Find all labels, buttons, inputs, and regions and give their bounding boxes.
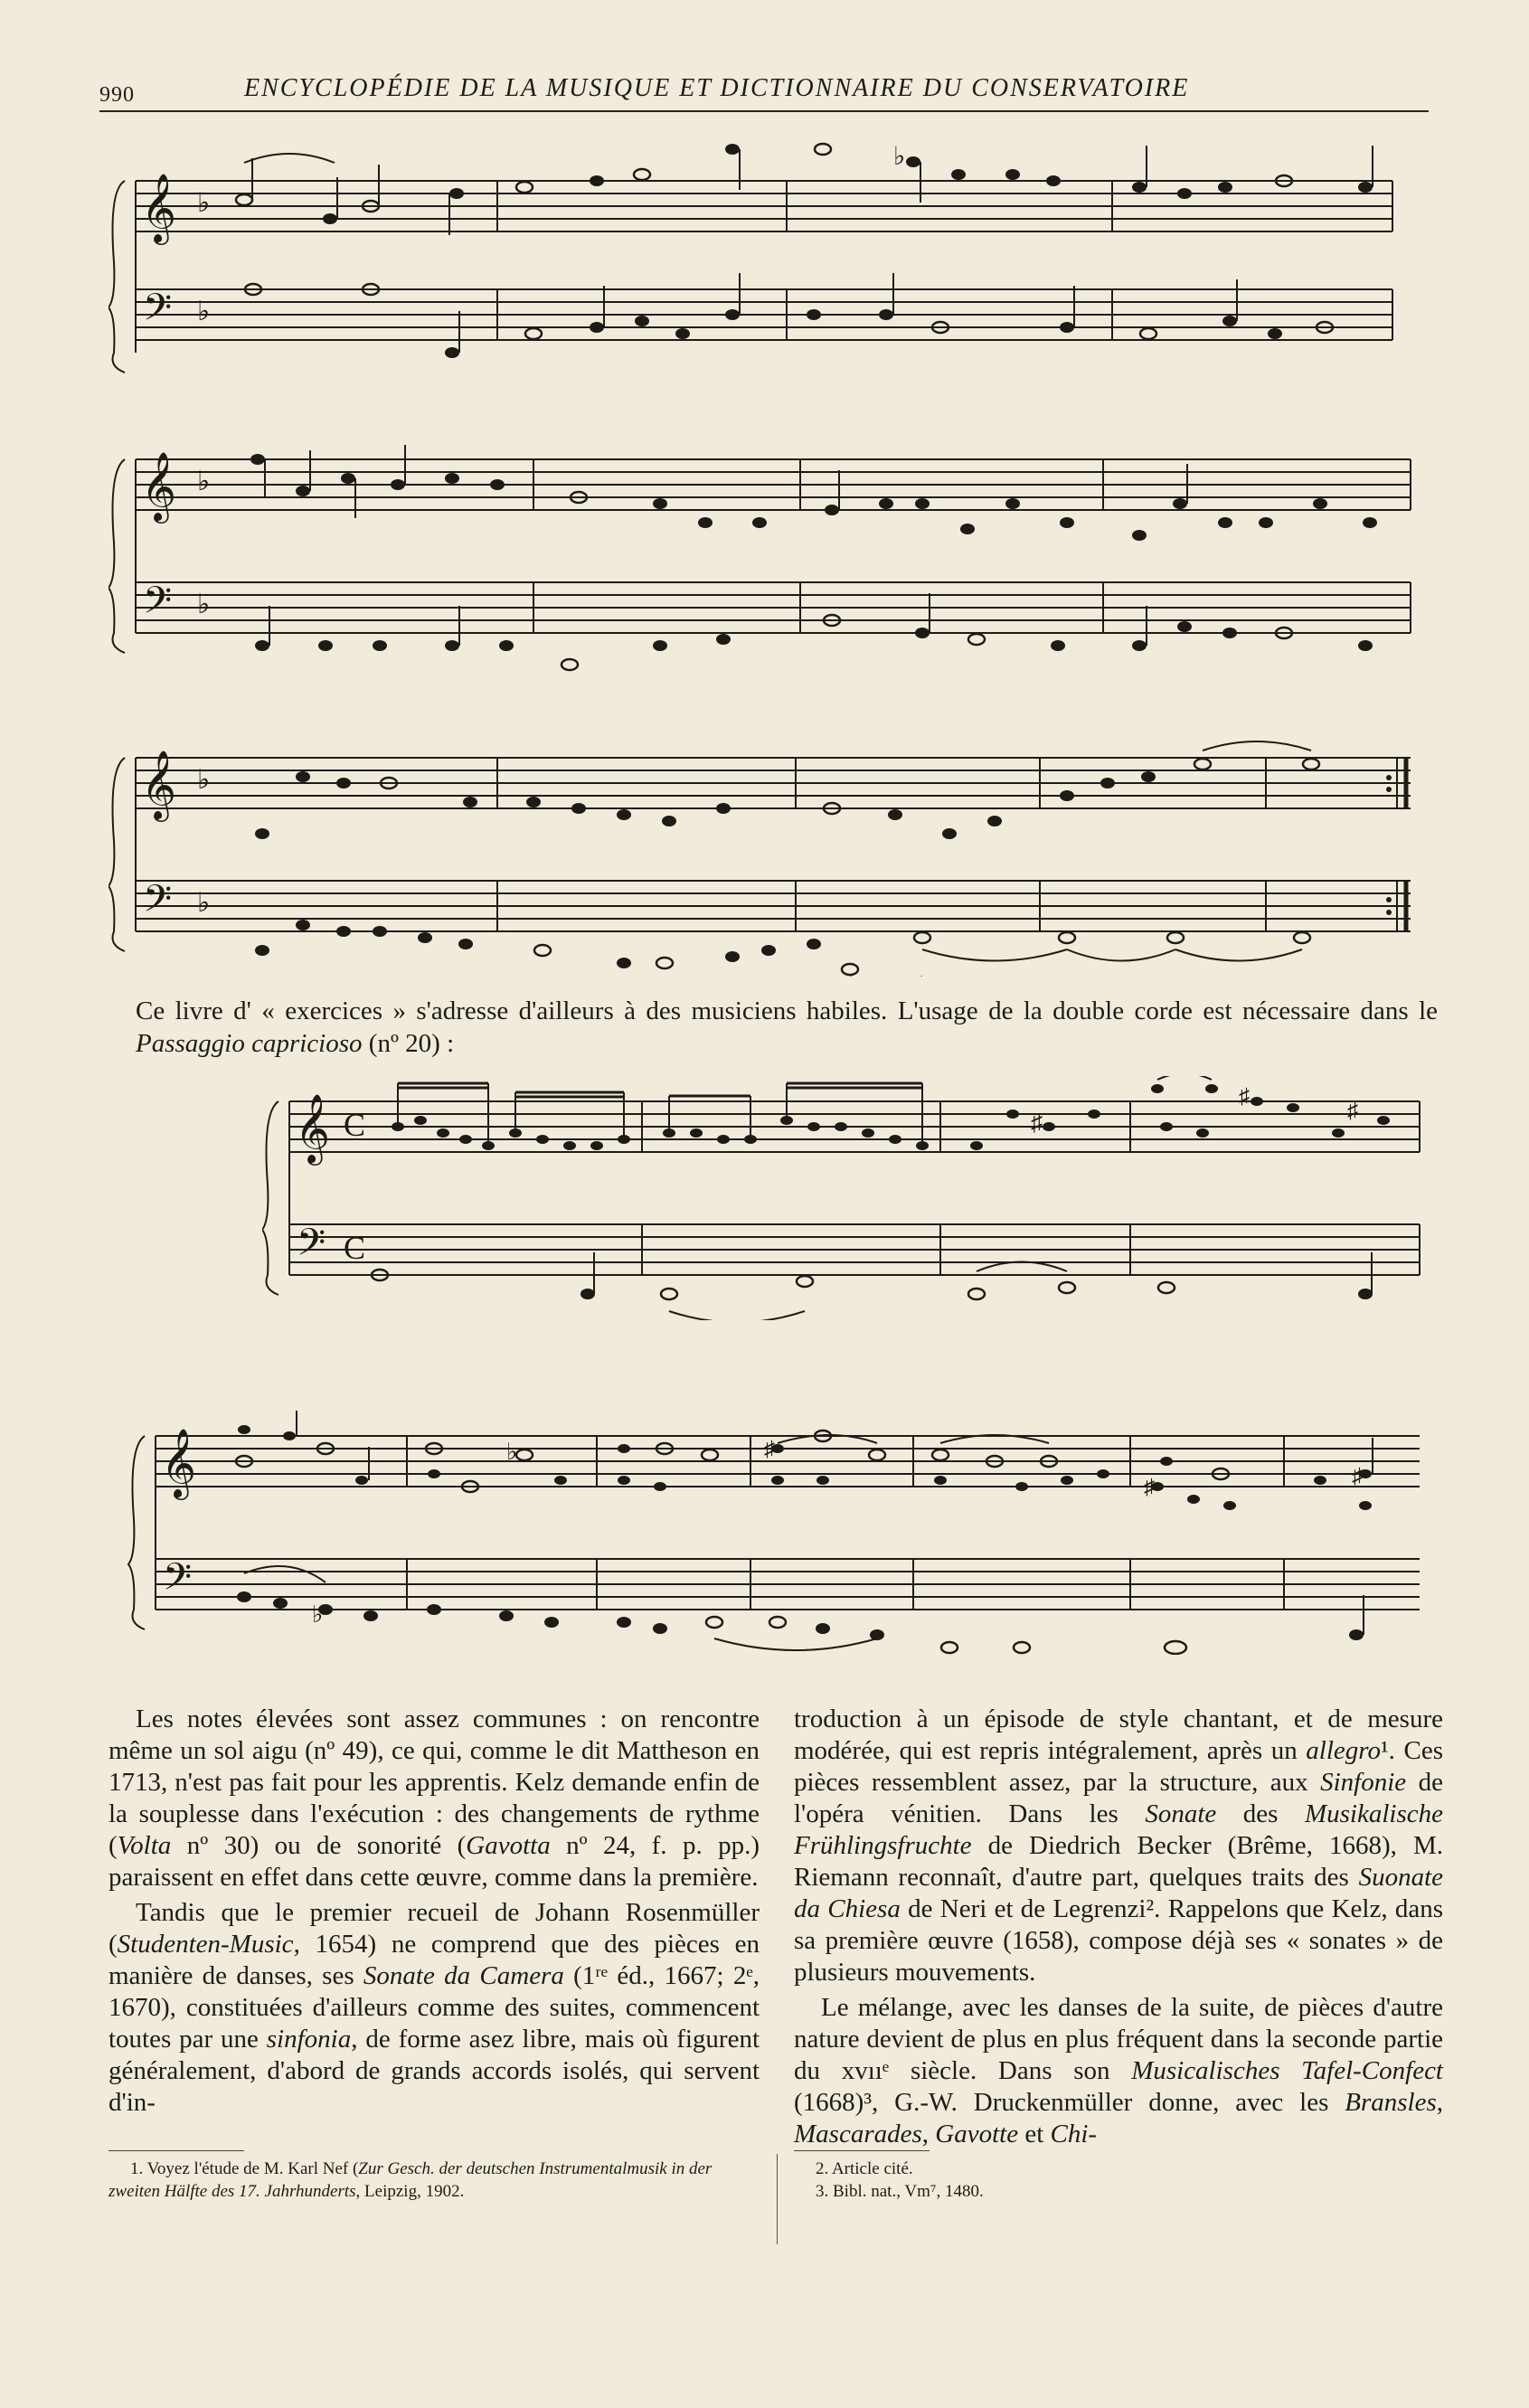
footnote-rule xyxy=(109,2150,244,2151)
notes xyxy=(250,454,1377,670)
treble-clef-icon: 𝄞 xyxy=(295,1093,331,1163)
footnote-2: 2. Article cité. xyxy=(816,2159,913,2178)
flat-icon: ♭ xyxy=(893,143,906,171)
intro-title: Passaggio capricioso xyxy=(136,1029,363,1058)
paragraph: Les notes élevées sont assez communes : on rencontre même un sol aigu (nº 49), ce qui, comme le dit Mattheson en 1713, n'est pas fait pour les apprentis. Kelz demande enfin de la souplesse dans l'exécution : des changements de rythme (Volta nº 30) ou de sonorité (Gavotta nº 24, f. p. pp.) paraissent en effet dans cette œuvre, comme dans la première. xyxy=(109,1704,760,1892)
bass-clef-icon: 𝄢 xyxy=(143,877,173,930)
right-column xyxy=(794,1704,1443,2154)
treble-staff-lines xyxy=(136,181,1392,231)
notes xyxy=(255,759,1319,975)
treble-clef-icon: 𝄞 xyxy=(141,750,177,819)
left-column xyxy=(109,1704,760,2122)
bass-clef-icon: 𝄢 xyxy=(143,286,173,338)
intro-paragraph xyxy=(136,995,1438,1060)
flat-icon: ♭ xyxy=(197,467,211,496)
music-system-3 xyxy=(109,732,1429,977)
sharp-icon: ♯ xyxy=(764,1438,775,1461)
column-divider xyxy=(777,2154,778,2244)
notes xyxy=(372,1084,1390,1299)
bass-staff-lines xyxy=(136,289,1392,340)
footnote-rule xyxy=(794,2150,930,2151)
treble-clef-icon: 𝄞 xyxy=(141,451,177,521)
sharp-icon: ♯ xyxy=(1239,1085,1250,1109)
sharp-icon: ♯ xyxy=(1352,1465,1363,1488)
flat-icon: ♭ xyxy=(197,765,211,795)
bass-clef-icon: 𝄢 xyxy=(163,1555,193,1608)
treble-clef-icon: 𝄞 xyxy=(161,1428,197,1497)
flat-icon: ♭ xyxy=(197,888,211,918)
treble-clef-icon: 𝄞 xyxy=(141,173,177,242)
music-system-5 xyxy=(109,1411,1429,1655)
notes xyxy=(236,144,1373,358)
flat-icon: ♭ xyxy=(197,590,211,619)
intro-text-end: (nº 20) : xyxy=(362,1029,455,1058)
sharp-icon: ♯ xyxy=(1347,1100,1358,1123)
flat-icon: ♭ xyxy=(197,297,211,326)
paragraph: Le mélange, avec les danses de la suite, de pièces d'autre nature devient de plus en plus fréquent dans la seconde partie du xvııᵉ siècle. Dans son Musicalisches Tafel-Confect (1668)³, G.-W. Druckenmüller donne, avec les Bransles, Mascarades, Gavotte et Chi- xyxy=(794,1993,1443,2148)
bass-clef-icon: 𝄢 xyxy=(297,1221,326,1273)
footnotes-right xyxy=(794,2158,1427,2203)
music-system-1 xyxy=(109,136,1429,380)
flat-icon: ♭ xyxy=(312,1601,324,1628)
header-rule xyxy=(99,110,1429,112)
music-system-4 xyxy=(262,1076,1438,1320)
paragraph: Tandis que le premier recueil de Johann Rosenmüller (Studenten-Music, 1654) ne comprend que des pièces en manière de danses, ses Sonate da Camera (1ʳᵉ éd., 1667; 2ᵉ, 1670), constituées d'ailleurs comme des suites, commencent toutes par une sinfonia, de forme asez libre, mais où figurent généralement, d'abord de grands accords isolés, qui servent d'in- xyxy=(109,1898,760,2117)
sharp-icon: ♯ xyxy=(1144,1476,1155,1499)
common-time-icon: C xyxy=(344,1107,366,1143)
paragraph: troduction à un épisode de style chantant, et de mesure modérée, qui est repris intégralement, après un allegro¹. Ces pièces ressemblent assez, par la structure, aux Sinfonie de l'opéra vénitien. Dans les Sonate des Musikalische Frühlingsfruchte de Diedrich Becker (Brême, 1668), M. Riemann reconnaît, d'autre part, quelques traits des Suonate da Chiesa de Neri et de Legrenzi². Rappelons que Kelz, dans sa première œuvre (1658), compose déjà ses « sonates » de plusieurs mouvements. xyxy=(794,1704,1444,1987)
flat-icon: ♭ xyxy=(506,1439,518,1465)
flat-icon: ♭ xyxy=(197,188,211,218)
bass-clef-icon: 𝄢 xyxy=(143,579,173,631)
sharp-icon: ♯ xyxy=(1031,1110,1043,1136)
common-time-icon: C xyxy=(344,1230,366,1266)
music-system-2 xyxy=(109,434,1429,678)
footnote-1: 1. Voyez l'étude de M. Karl Nef (Zur Gesch. der deutschen Instrumentalmusik in der zweiten Hälfte des 17. Jahrhunderts, Leipzig, 1902. xyxy=(109,2159,713,2201)
footnote-3: 3. Bibl. nat., Vm⁷, 1480. xyxy=(816,2182,984,2201)
intro-text: Ce livre d' « exercices » s'adresse d'ailleurs à des musiciens habiles. L'usage de la double corde est nécessaire dans le xyxy=(136,996,1438,1025)
running-title: ENCYCLOPÉDIE DE LA MUSIQUE ET DICTIONNAIRE DU CONSERVATOIRE xyxy=(244,74,1190,102)
page-number: 990 xyxy=(99,83,135,107)
